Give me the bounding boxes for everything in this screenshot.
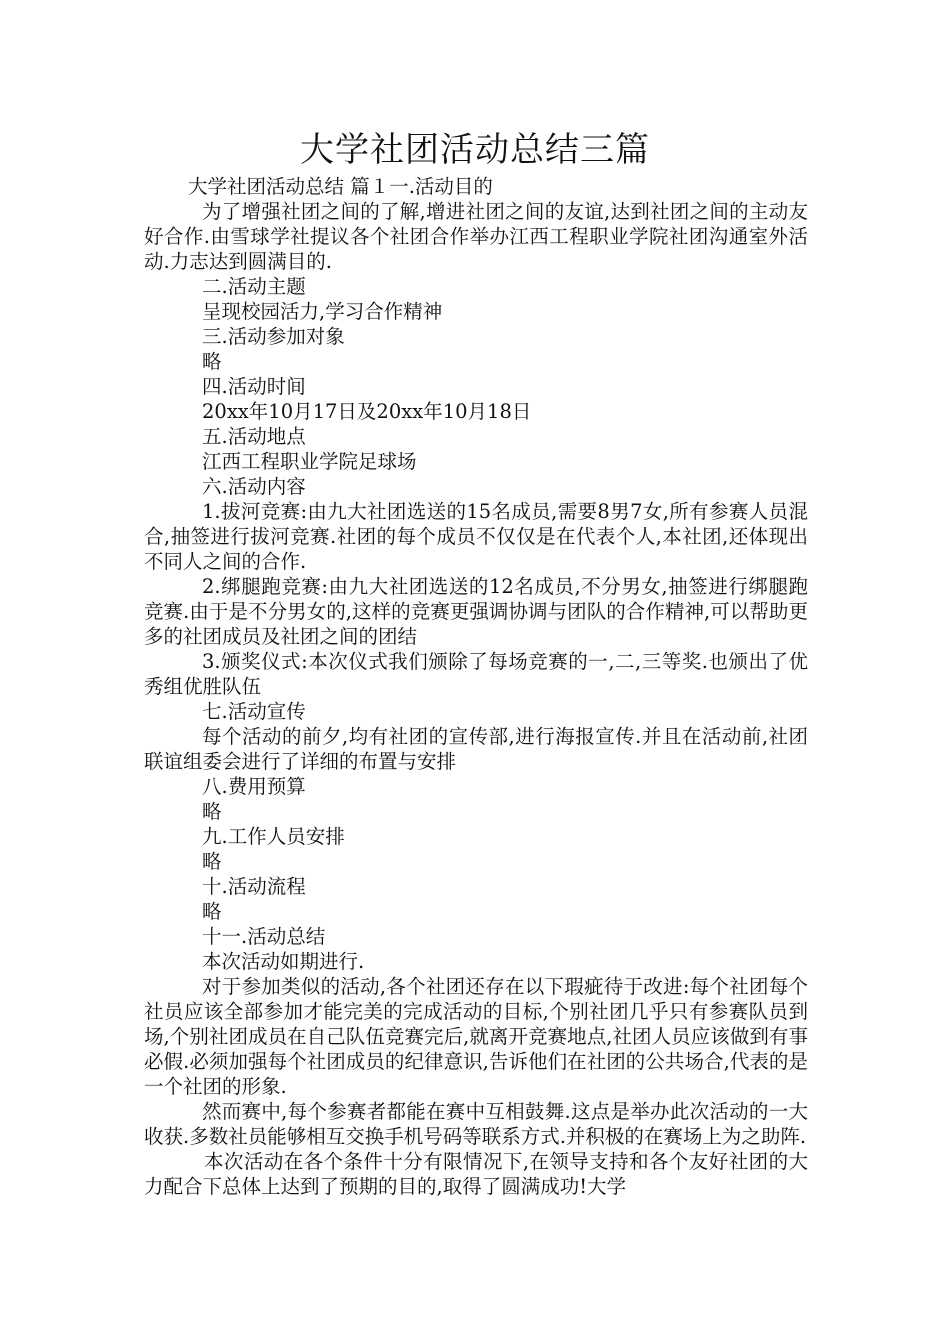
paragraph-award-ceremony: 3.颁奖仪式:本次仪式我们颁除了每场竞赛的一,二,三等奖.也颁出了优秀组优胜队伍 — [144, 650, 808, 698]
paragraph-conclusion: 本次活动在各个条件十分有限情况下,在领导支持和各个友好社团的大力配合下总体上达到了预期的目的,取得了圆满成功!大学 — [144, 1150, 808, 1198]
section-heading: 二.活动主题 — [202, 275, 306, 298]
paragraph: 本次活动如期进行. — [202, 950, 365, 973]
paragraph: 略 — [202, 850, 222, 873]
paragraph-gains: 然而赛中,每个参赛者都能在赛中互相鼓舞.这点是举办此次活动的一大收获.多数社员能够相互交换手机号码等联系方式.并积极的在赛场上为之助阵. — [144, 1100, 808, 1148]
paragraph-improvements: 对于参加类似的活动,各个社团还存在以下瑕疵待于改进:每个社团每个社员应该全部参加才能完美的完成活动的目标,个别社团几乎只有参赛队员到场,个别社团成员在自己队伍竞赛完后,就离开竞赛地点,社团人员应该做到有事必假.必须加强每个社团成员的纪律意识,告诉他们在社团的公共场合,代表的是一个社团的形象. — [144, 975, 808, 1098]
paragraph: 20xx年10月17日及20xx年10月18日 — [202, 400, 532, 423]
document-title: 大学社团活动总结三篇 — [300, 130, 650, 170]
document-body — [144, 174, 808, 1199]
section-heading: 十一.活动总结 — [202, 925, 326, 948]
paragraph: 呈现校园活力,学习合作精神 — [202, 300, 443, 323]
paragraph: 略 — [202, 900, 222, 923]
section-heading-intro: 大学社团活动总结 篇１一.活动目的 — [188, 175, 493, 198]
section-heading: 十.活动流程 — [202, 875, 306, 898]
paragraph: 略 — [202, 800, 222, 823]
paragraph: 略 — [202, 350, 222, 373]
paragraph-publicity: 每个活动的前夕,均有社团的宣传部,进行海报宣传.并且在活动前,社团联谊组委会进行了详细的布置与安排 — [144, 725, 808, 773]
paragraph-purpose: 为了增强社团之间的了解,增进社团之间的友谊,达到社团之间的主动友好合作.由雪球学社提议各个社团合作举办江西工程职业学院社团沟通室外活动.力志达到圆满目的. — [144, 200, 808, 273]
paragraph: 江西工程职业学院足球场 — [202, 450, 417, 473]
section-heading: 九.工作人员安排 — [202, 825, 345, 848]
paragraph-three-legged-race: 2.绑腿跑竞赛:由九大社团选送的12名成员,不分男女,抽签进行绑腿跑竞赛.由于是不分男女的,这样的竞赛更强调协调与团队的合作精神,可以帮助更多的社团成员及社团之间的团结 — [144, 575, 808, 648]
section-heading: 七.活动宣传 — [202, 700, 306, 723]
section-heading: 四.活动时间 — [202, 375, 306, 398]
section-heading: 五.活动地点 — [202, 425, 306, 448]
section-heading: 六.活动内容 — [202, 475, 306, 498]
paragraph-tug-of-war: 1.拔河竞赛:由九大社团选送的15名成员,需要8男7女,所有参赛人员混合,抽签进行拔河竞赛.社团的每个成员不仅仅是在代表个人,本社团,还体现出不同人之间的合作. — [144, 500, 808, 573]
section-heading: 三.活动参加对象 — [202, 325, 345, 348]
section-heading: 八.费用预算 — [202, 775, 306, 798]
